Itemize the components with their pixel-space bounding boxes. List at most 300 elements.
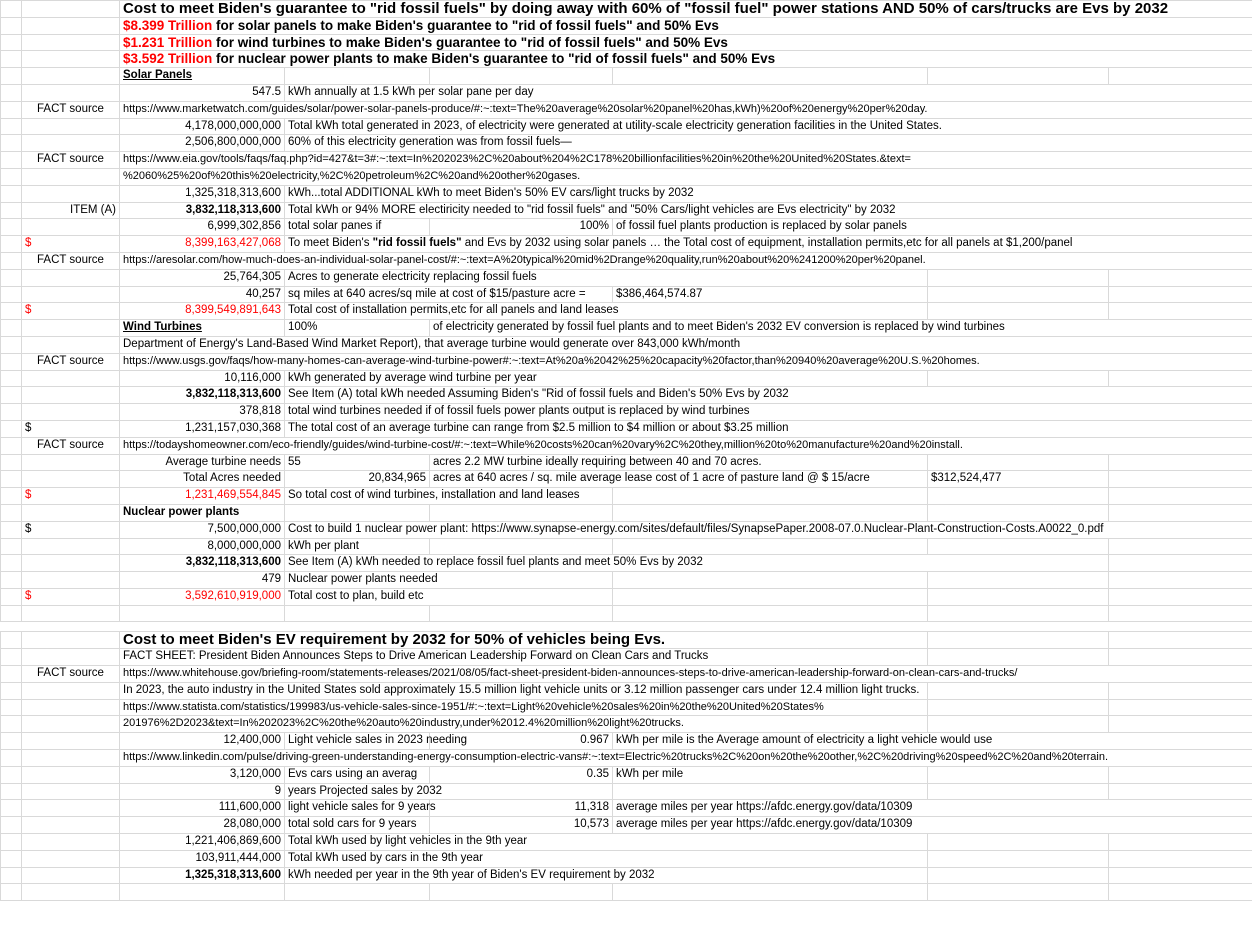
cell-g54 [928,884,1109,901]
wind-doe-note: Department of Energy's Land-Based Wind Market Report), that average turbine would generate over 843,000 kWh/month [120,336,1252,353]
table-row [1,168,1252,185]
cell-a23 [1,370,22,387]
wind-kwh-per-turbine-value: 10,116,000 [120,370,285,387]
table-row [1,649,1252,666]
cell-a40 [1,649,22,666]
cell-e31 [430,504,613,521]
cell-d54 [285,884,430,901]
cell-h23 [1109,370,1252,387]
cell-a39 [1,632,22,649]
cell-b44 [22,716,120,733]
cell-b43 [22,699,120,716]
cell-a44 [1,716,22,733]
cell-h53 [1109,867,1252,884]
table-row-blank [1,884,1252,901]
cell-b54 [22,884,120,901]
cell-a16 [1,252,22,269]
solar-total-cost-value: 8,399,163,427,068 [120,236,285,253]
cell-g23 [928,370,1109,387]
cell-b51 [22,834,120,851]
nuclear-plants-needed-value: 479 [120,572,285,589]
cell-d31 [285,504,430,521]
cell-a54 [1,884,22,901]
table-row-blank [1,605,1252,622]
light-vehicle-9yr-sales-label: light vehicle sales for 9 years [285,800,430,817]
cell-a35 [1,572,22,589]
cell-g35 [928,572,1109,589]
cell-a49 [1,800,22,817]
cell-c37 [120,605,285,622]
table-row [1,588,1252,605]
cell-f54 [613,884,928,901]
cell-b24 [22,387,120,404]
nuclear-plant-cost-value: 7,500,000,000 [120,521,285,538]
cell-a1 [1,1,22,18]
cell-b3 [22,34,120,51]
solar-grand-total-label: Total cost of installation permits,etc for all panels and land leases [285,303,928,320]
table-row [1,572,1252,589]
table-row [1,185,1252,202]
light-vehicle-sales-value: 12,400,000 [120,733,285,750]
table-row [1,454,1252,471]
table-row [1,387,1252,404]
cell-a26 [1,420,22,437]
table-row [1,17,1252,34]
solar-total-cost-dollar-sign: $ [22,236,120,253]
cell-f5 [613,68,928,85]
table-row [1,666,1252,683]
cell-g19 [928,303,1109,320]
cell-h18 [1109,286,1252,303]
table-row [1,336,1252,353]
cell-e54 [430,884,613,901]
table-row [1,800,1252,817]
cell-b2 [22,17,120,34]
table-row [1,750,1252,767]
cell-b6 [22,84,120,101]
table-row [1,716,1252,733]
nuclear-plant-cost-label: Cost to build 1 nuclear power plant: https://www.synapse-energy.com/sites/default/files/SynapsePaper.2008-07.0.Nuclear-Plant-Construction-Costs.A0022_0.pdf [285,521,1252,538]
cell-a50 [1,817,22,834]
light-vehicle-avg-miles-note: average miles per year https://afdc.energy.gov/data/10309 [613,800,1252,817]
total-kwh-2023-value: 4,178,000,000,000 [120,118,285,135]
table-row [1,303,1252,320]
cell-a22 [1,353,22,370]
cell-h51 [1109,834,1252,851]
wind-item-a-value: 3,832,118,313,600 [120,387,285,404]
cars-total-kwh-label: Total kWh used by cars in the 9th year [285,850,928,867]
cell-a31 [1,504,22,521]
cell-a53 [1,867,22,884]
table-row [1,437,1252,454]
cell-b14 [22,219,120,236]
total-acres-needed-note: acres at 640 acres / sq. mile average lease cost of 1 acre of pasture land @ $ 15/acre [430,471,928,488]
cell-a12 [1,185,22,202]
cell-h48 [1109,783,1252,800]
section2-title: Cost to meet Biden's EV requirement by 2032 for 50% of vehicles being Evs. [123,631,666,649]
table-row [1,135,1252,152]
cell-a52 [1,850,22,867]
summary-solar-text: for solar panels to make Biden's guarantee to "rid of fossil fuels" and 50% Evs [212,17,719,33]
cell-b12 [22,185,120,202]
wind-source-url-1: https://www.usgs.gov/faqs/how-many-homes-can-average-wind-turbine-power#:~:text=At%20a%2042%25%20capacity%20factor,than%20940%20average%20U.S.%20homes. [120,353,1252,370]
ev-cars-value: 3,120,000 [120,766,285,783]
table-row [1,202,1252,219]
light-vehicle-total-kwh-value: 1,221,406,869,600 [120,834,285,851]
cell-a32 [1,521,22,538]
cell-a28 [1,454,22,471]
fact-source-label: FACT source [22,666,120,683]
cell-a18 [1,286,22,303]
table-row [1,420,1252,437]
solar-panels-heading: Solar Panels [120,68,285,85]
cell-h29 [1109,471,1252,488]
cell-d37 [285,605,430,622]
item-a-label: ITEM (A) [22,202,120,219]
table-row [1,783,1252,800]
cell-h28 [1109,454,1252,471]
cell-a37 [1,605,22,622]
section-gap [0,622,1252,631]
cell-g37 [928,605,1109,622]
wind-cost-value: 1,231,157,030,368 [120,420,285,437]
wind-kwh-per-turbine-label: kWh generated by average wind turbine per year [285,370,928,387]
cell-g17 [928,269,1109,286]
summary-solar-amount: $8.399 Trillion [123,17,213,33]
cell-h43 [1109,699,1252,716]
table-row [1,84,1252,101]
cell-a14 [1,219,22,236]
fossil-fuel-kwh-value: 2,506,800,000,000 [120,135,285,152]
cell-h36 [1109,588,1252,605]
spreadsheet-grid-section2 [0,631,1252,901]
cell-h30 [1109,488,1252,505]
cell-a47 [1,766,22,783]
cell-b1 [22,1,120,18]
ev-sales-note: In 2023, the auto industry in the United States sold approximately 15.5 million light vehicle units or 3.12 million passenger cars under 12.4 million light trucks. [120,682,928,699]
nuclear-grand-total-dollar-sign: $ [22,588,120,605]
summary-wind-text: for wind turbines to make Biden's guarantee to "rid of fossil fuels" and 50% Evs [212,34,728,50]
light-vehicle-9yr-sales-value: 111,600,000 [120,800,285,817]
cars-9yr-sales-label: total sold cars for 9 years [285,817,430,834]
summary-nuclear-cell [120,51,1252,68]
cell-a13 [1,202,22,219]
solar-total-cost-description: To meet Biden's "rid fossil fuels" and Evs by 2032 using solar panels … the Total cost of equipment, installation permits,etc for all panels at $1,200/panel [285,236,1252,253]
wind-turbines-needed-value: 378,818 [120,404,285,421]
cell-e5 [430,68,613,85]
nuclear-plants-needed-label: Nuclear power plants needed [285,572,613,589]
cell-b20 [22,320,120,337]
cell-a36 [1,588,22,605]
cell-h52 [1109,850,1252,867]
wind-turbines-needed-label: total wind turbines needed if of fossil fuels power plants output is replaced by wind turbines [285,404,1252,421]
table-row [1,867,1252,884]
table-row [1,632,1252,649]
cell-g47 [928,766,1109,783]
cell-a9 [1,135,22,152]
wind-replacement-percent: 100% [285,320,430,337]
cars-avg-miles-note: average miles per year https://afdc.energy.gov/data/10309 [613,817,1252,834]
cell-a51 [1,834,22,851]
cell-b33 [22,538,120,555]
cell-g30 [928,488,1109,505]
cell-b31 [22,504,120,521]
cell-e33 [430,538,613,555]
nuclear-item-a-value: 3,832,118,313,600 [120,555,285,572]
ev-factsheet-title: FACT SHEET: President Biden Announces Steps to Drive American Leadership Forward on Clean Cars and Trucks [120,649,928,666]
table-row [1,766,1252,783]
cell-g44 [928,716,1109,733]
projected-years-value: 9 [120,783,285,800]
cell-a20 [1,320,22,337]
cell-b37 [22,605,120,622]
fact-source-label: FACT source [22,152,120,169]
table-row [1,699,1252,716]
cell-a41 [1,666,22,683]
item-a-description: Total kWh or 94% MORE electiricity needed to "rid fossil fuels" and "50% Cars/light vehicles are Evs electricity" by 2032 [285,202,1252,219]
cell-g43 [928,699,1109,716]
total-acres-needed-value: 20,834,965 [285,471,430,488]
table-row [1,834,1252,851]
cell-g39 [928,632,1109,649]
wind-grand-total-value: 1,231,469,554,845 [120,488,285,505]
summary-nuclear-text: for nuclear power plants to make Biden's guarantee to "rid of fossil fuels" and 50% Evs [212,51,776,67]
table-row [1,404,1252,421]
cell-g52 [928,850,1109,867]
cell-a42 [1,682,22,699]
light-vehicle-kwh-note: kWh per mile is the Average amount of electricity a light vehicle would use [613,733,1252,750]
cell-a7 [1,101,22,118]
cell-h19 [1109,303,1252,320]
cell-h35 [1109,572,1252,589]
table-row [1,101,1252,118]
cell-h17 [1109,269,1252,286]
wind-item-a-label: See Item (A) total kWh needed Assuming Biden's "Rid of fossil fuels and Biden's 50% Evs by 2032 [285,387,1252,404]
cell-h33 [1109,538,1252,555]
fact-source-label: FACT source [22,353,120,370]
cell-b46 [22,750,120,767]
fact-source-label: FACT source [22,101,120,118]
cell-a34 [1,555,22,572]
cell-a15 [1,236,22,253]
total-kwh-2023-label: Total kWh total generated in 2023, of electricity were generated at utility-scale electricity generation facilities in the United States. [285,118,1252,135]
table-row [1,555,1252,572]
cell-b25 [22,404,120,421]
cell-b34 [22,555,120,572]
cell-b11 [22,168,120,185]
table-row [1,850,1252,867]
cell-a43 [1,699,22,716]
cell-a17 [1,269,22,286]
wind-land-lease-amount: $312,524,477 [928,471,1109,488]
cell-f31 [613,504,928,521]
solar-sqmiles-value: 40,257 [120,286,285,303]
cell-g48 [928,783,1109,800]
cell-b47 [22,766,120,783]
light-vehicle-avg-miles: 11,318 [430,800,613,817]
table-row [1,488,1252,505]
nuclear-item-a-label: See Item (A) kWh needed to replace fossil fuel plants and meet 50% Evs by 2032 [285,555,1109,572]
cell-f48 [613,783,928,800]
cell-b50 [22,817,120,834]
cell-a27 [1,437,22,454]
table-row [1,817,1252,834]
cell-a11 [1,168,22,185]
cell-a6 [1,84,22,101]
wind-cost-label: The total cost of an average turbine can range from $2.5 million to $4 million or about $3.25 million [285,420,1252,437]
total-solar-panels-label: total solar panes if [285,219,430,236]
nuclear-kwh-per-plant-label: kWh per plant [285,538,430,555]
cell-h5 [1109,68,1252,85]
summary-nuclear-amount: $3.592 Trillion [123,51,213,67]
summary-wind-cell [120,34,1252,51]
solar-source-url-3: https://aresolar.com/how-much-does-an-individual-solar-panel-cost/#:~:text=A%20typical%20mid%2Drange%20quality,run%20about%20%241200%20per%20panel. [120,252,1252,269]
cell-a24 [1,387,22,404]
cars-9yr-sales-value: 28,080,000 [120,817,285,834]
total-solar-panels-value: 6,999,302,856 [120,219,285,236]
avg-turbine-acres-note: acres 2.2 MW turbine ideally requiring between 40 and 70 acres. [430,454,928,471]
nuclear-plant-cost-dollar-sign: $ [22,521,120,538]
ev-cars-label: Evs cars using an averag [285,766,430,783]
nuclear-grand-total-label: Total cost to plan, build etc [285,588,613,605]
cell-b49 [22,800,120,817]
page-title: Cost to meet Biden's guarantee to "rid fossil fuels" by doing away with 60% of "fossil fuel" power stations AND 50% of cars/trucks are Evs by 2032 [123,0,1169,17]
solar-acres-label: Acres to generate electricity replacing fossil fuels [285,269,928,286]
cell-h34 [1109,555,1252,572]
cell-b28 [22,454,120,471]
nuclear-kwh-per-plant-value: 8,000,000,000 [120,538,285,555]
table-row [1,733,1252,750]
table-row [1,51,1252,68]
cell-h47 [1109,766,1252,783]
cell-b4 [22,51,120,68]
cell-b17 [22,269,120,286]
additional-ev-kwh-value: 1,325,318,313,600 [120,185,285,202]
cell-d5 [285,68,430,85]
summary-wind-amount: $1.231 Trillion [123,34,213,50]
fact-source-label: FACT source [22,252,120,269]
table-row [1,320,1252,337]
summary-solar-cell [120,17,1252,34]
avg-turbine-acres-value: 55 [285,454,430,471]
table-row [1,286,1252,303]
cell-g28 [928,454,1109,471]
wind-source-url-2: https://todayshomeowner.com/eco-friendly/guides/wind-turbine-cost/#:~:text=While%20costs%20can%20vary%2C%20they,million%20to%20manufacture%20and%20install. [120,437,1252,454]
table-row [1,682,1252,699]
solar-kwh-annual-label: kWh annually at 1.5 kWh per solar pane per day [285,84,1252,101]
solar-replacement-percent: 100% [430,219,613,236]
cell-b23 [22,370,120,387]
solar-grand-total-value: 8,399,549,891,643 [120,303,285,320]
section1-title-cell [120,1,1252,18]
cell-a48 [1,783,22,800]
cell-h40 [1109,649,1252,666]
cell-g18 [928,286,1109,303]
ev-total-kwh-needed-value: 1,325,318,313,600 [120,867,285,884]
cell-a45 [1,733,22,750]
cell-f37 [613,605,928,622]
cell-e37 [430,605,613,622]
cell-f30 [613,488,928,505]
table-row [1,219,1252,236]
solar-land-lease-amount: $386,464,574.87 [613,286,928,303]
wind-grand-total-dollar-sign: $ [22,488,120,505]
table-row [1,471,1252,488]
fact-source-label: FACT source [22,437,120,454]
cell-g51 [928,834,1109,851]
table-row [1,118,1252,135]
cell-f35 [613,572,928,589]
light-vehicle-sales-label: Light vehicle sales in 2023 needing [285,733,430,750]
cell-g33 [928,538,1109,555]
table-row [1,269,1252,286]
wind-grand-total-label: So total cost of wind turbines, installation and land leases [285,488,613,505]
cell-h44 [1109,716,1252,733]
wind-replacement-text: of electricity generated by fossil fuel plants and to meet Biden's 2032 EV conversion is replaced by wind turbines [430,320,1252,337]
cell-b52 [22,850,120,867]
cell-b48 [22,783,120,800]
cell-f33 [613,538,928,555]
cell-g36 [928,588,1109,605]
table-row [1,1,1252,18]
table-row [1,68,1252,85]
ev-source-url-2: https://www.statista.com/statistics/199983/us-vehicle-sales-since-1951/#:~:text=Light%20vehicle%20sales%20in%20the%20United%20States% [120,699,928,716]
cell-a5 [1,68,22,85]
cell-b8 [22,118,120,135]
cell-b5 [22,68,120,85]
cell-g31 [928,504,1109,521]
nuclear-grand-total-value: 3,592,610,919,000 [120,588,285,605]
table-row [1,538,1252,555]
table-row [1,521,1252,538]
cell-a10 [1,152,22,169]
solar-kwh-annual-value: 547.5 [120,84,285,101]
cell-b42 [22,682,120,699]
solar-grand-total-dollar-sign: $ [22,303,120,320]
light-vehicle-total-kwh-label: Total kWh used by light vehicles in the 9th year [285,834,928,851]
projected-years-label: years Projected sales by 2032 [285,783,613,800]
cell-f36 [613,588,928,605]
wind-turbines-heading: Wind Turbines [120,320,285,337]
solar-source-url-2-cont: %2060%25%20of%20this%20electricity,%2C%20petroleum%2C%20and%20other%20gases. [120,168,1252,185]
solar-source-url-1: https://www.marketwatch.com/guides/solar/power-solar-panels-produce/#:~:text=The%20average%20solar%20panel%20has,kWh)%20of%20energy%20per%20day. [120,101,1252,118]
table-row [1,370,1252,387]
total-acres-needed-label: Total Acres needed [120,471,285,488]
cell-a25 [1,404,22,421]
avg-turbine-needs-label: Average turbine needs [120,454,285,471]
cell-a29 [1,471,22,488]
cell-b53 [22,867,120,884]
table-row [1,353,1252,370]
table-row [1,504,1252,521]
cell-c54 [120,884,285,901]
cell-b40 [22,649,120,666]
cell-b35 [22,572,120,589]
cell-a2 [1,17,22,34]
cell-b29 [22,471,120,488]
table-row [1,252,1252,269]
cell-g42 [928,682,1109,699]
table-row [1,152,1252,169]
cell-h31 [1109,504,1252,521]
cell-b45 [22,733,120,750]
cell-b18 [22,286,120,303]
table-row [1,236,1252,253]
ev-source-url-3: https://www.linkedin.com/pulse/driving-green-understanding-energy-consumption-electric-vans#:~:text=Electric%20trucks%2C%20on%20the%20other,%2C%20driving%20speed%2C%20and%20terrain. [120,750,1252,767]
cars-total-kwh-value: 103,911,444,000 [120,850,285,867]
solar-source-url-2: https://www.eia.gov/tools/faqs/faq.php?id=427&t=3#:~:text=In%202023%2C%20about%204%2C178%20billionfacilities%20in%20the%20United%20States.&text= [120,152,1252,169]
cars-avg-miles: 10,573 [430,817,613,834]
